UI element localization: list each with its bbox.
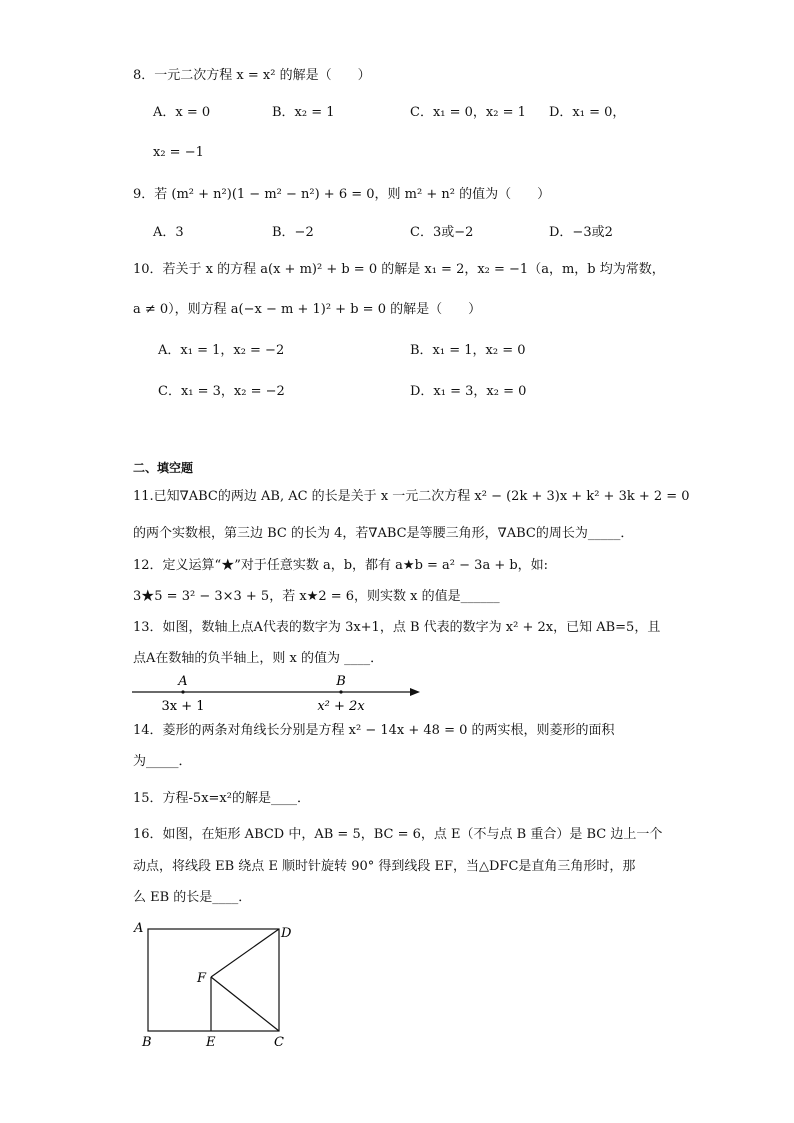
number-line-arrow bbox=[410, 688, 420, 696]
q12-stem-line2: 3★5 = 3² − 3×3 + 5，若 x★2 = 6，则实数 x 的值是______ bbox=[133, 589, 500, 604]
point-a-mark bbox=[181, 690, 184, 693]
q8-option-d: D．x₁ = 0， bbox=[549, 105, 626, 120]
rectangle-figure bbox=[130, 918, 300, 1052]
q8-option-b: B．x₂ = 1 bbox=[272, 105, 335, 120]
q9-option-c: C．3或−2 bbox=[410, 225, 474, 240]
point-a-value: 3x + 1 bbox=[161, 699, 205, 714]
q13-stem-line2: 点A在数轴的负半轴上，则 x 的值为 ____． bbox=[133, 651, 384, 666]
segment-fc bbox=[211, 977, 279, 1031]
q10-option-b: B．x₁ = 1，x₂ = 0 bbox=[410, 343, 526, 358]
segment-fd bbox=[211, 929, 279, 977]
q10-option-d: D．x₁ = 3，x₂ = 0 bbox=[410, 384, 527, 399]
q8-option-c: C．x₁ = 0，x₂ = 1 bbox=[410, 105, 526, 120]
point-b-value: x² + 2x bbox=[317, 699, 365, 714]
section-title: 二、填空题 bbox=[133, 461, 194, 475]
q16-stem-line2: 动点，将线段 EB 绕点 E 顺时针旋转 90° 得到线段 EF，当△DFC是直角三角形时，那 bbox=[133, 859, 636, 874]
q8-option-a: A．x = 0 bbox=[153, 105, 211, 120]
q8-option-d-cont: x₂ = −1 bbox=[153, 145, 204, 160]
label-b: B bbox=[142, 1035, 152, 1050]
number-line-figure bbox=[128, 670, 428, 716]
q10-stem-line2: a ≠ 0），则方程 a(−x − m + 1)² + b = 0 的解是（ ） bbox=[133, 302, 482, 317]
q14-stem-line1: 14．菱形的两条对角线长分别是方程 x² − 14x + 48 = 0 的两实根，则菱形的面积 bbox=[133, 723, 615, 738]
q15-stem: 15．方程-5x=x²的解是____． bbox=[133, 791, 310, 806]
q10-option-a: A．x₁ = 1，x₂ = −2 bbox=[158, 343, 285, 358]
label-c: C bbox=[274, 1035, 284, 1050]
point-a-label: A bbox=[178, 674, 188, 689]
q11-stem-line1: 11.已知∇ABC的两边 AB, AC 的长是关于 x 一元二次方程 x² − (2k + 3)x + k² + 3k + 2 = 0 bbox=[133, 489, 690, 504]
q13-stem-line1: 13．如图，数轴上点A代表的数字为 3x+1，点 B 代表的数字为 x² + 2x，已知 AB=5，且 bbox=[133, 620, 661, 635]
q9-option-d: D．−3或2 bbox=[549, 225, 613, 240]
q8-stem: 8．一元二次方程 x = x² 的解是（ ） bbox=[133, 68, 371, 83]
q16-stem-line1: 16．如图，在矩形 ABCD 中，AB = 5，BC = 6，点 E（不与点 B 重合）是 BC 边上一个 bbox=[133, 827, 663, 842]
q10-stem-line1: 10．若关于 x 的方程 a(x + m)² + b = 0 的解是 x₁ = 2，x₂ = −1（a，m，b 均为常数， bbox=[133, 262, 665, 277]
point-b-label: B bbox=[336, 674, 346, 689]
label-e: E bbox=[206, 1035, 216, 1050]
label-d: D bbox=[281, 926, 292, 941]
q11-stem-line2: 的两个实数根，第三边 BC 的长为 4，若∇ABC是等腰三角形，∇ABC的周长为_____． bbox=[133, 526, 634, 541]
q9-option-b: B．−2 bbox=[272, 225, 314, 240]
q16-stem-line3: 么 EB 的长是____． bbox=[133, 890, 252, 905]
q10-option-c: C．x₁ = 3，x₂ = −2 bbox=[158, 384, 285, 399]
q9-stem: 9．若 (m² + n²)(1 − m² − n²) + 6 = 0，则 m² + n² 的值为（ ） bbox=[133, 187, 551, 202]
point-b-mark bbox=[339, 690, 342, 693]
q14-stem-line2: 为_____． bbox=[133, 754, 192, 769]
label-f: F bbox=[197, 971, 207, 986]
q9-option-a: A．3 bbox=[153, 225, 184, 240]
q12-stem-line1: 12．定义运算“★”对于任意实数 a，b，都有 a★b = a² − 3a + b，如: bbox=[133, 558, 549, 573]
label-a: A bbox=[134, 921, 144, 936]
